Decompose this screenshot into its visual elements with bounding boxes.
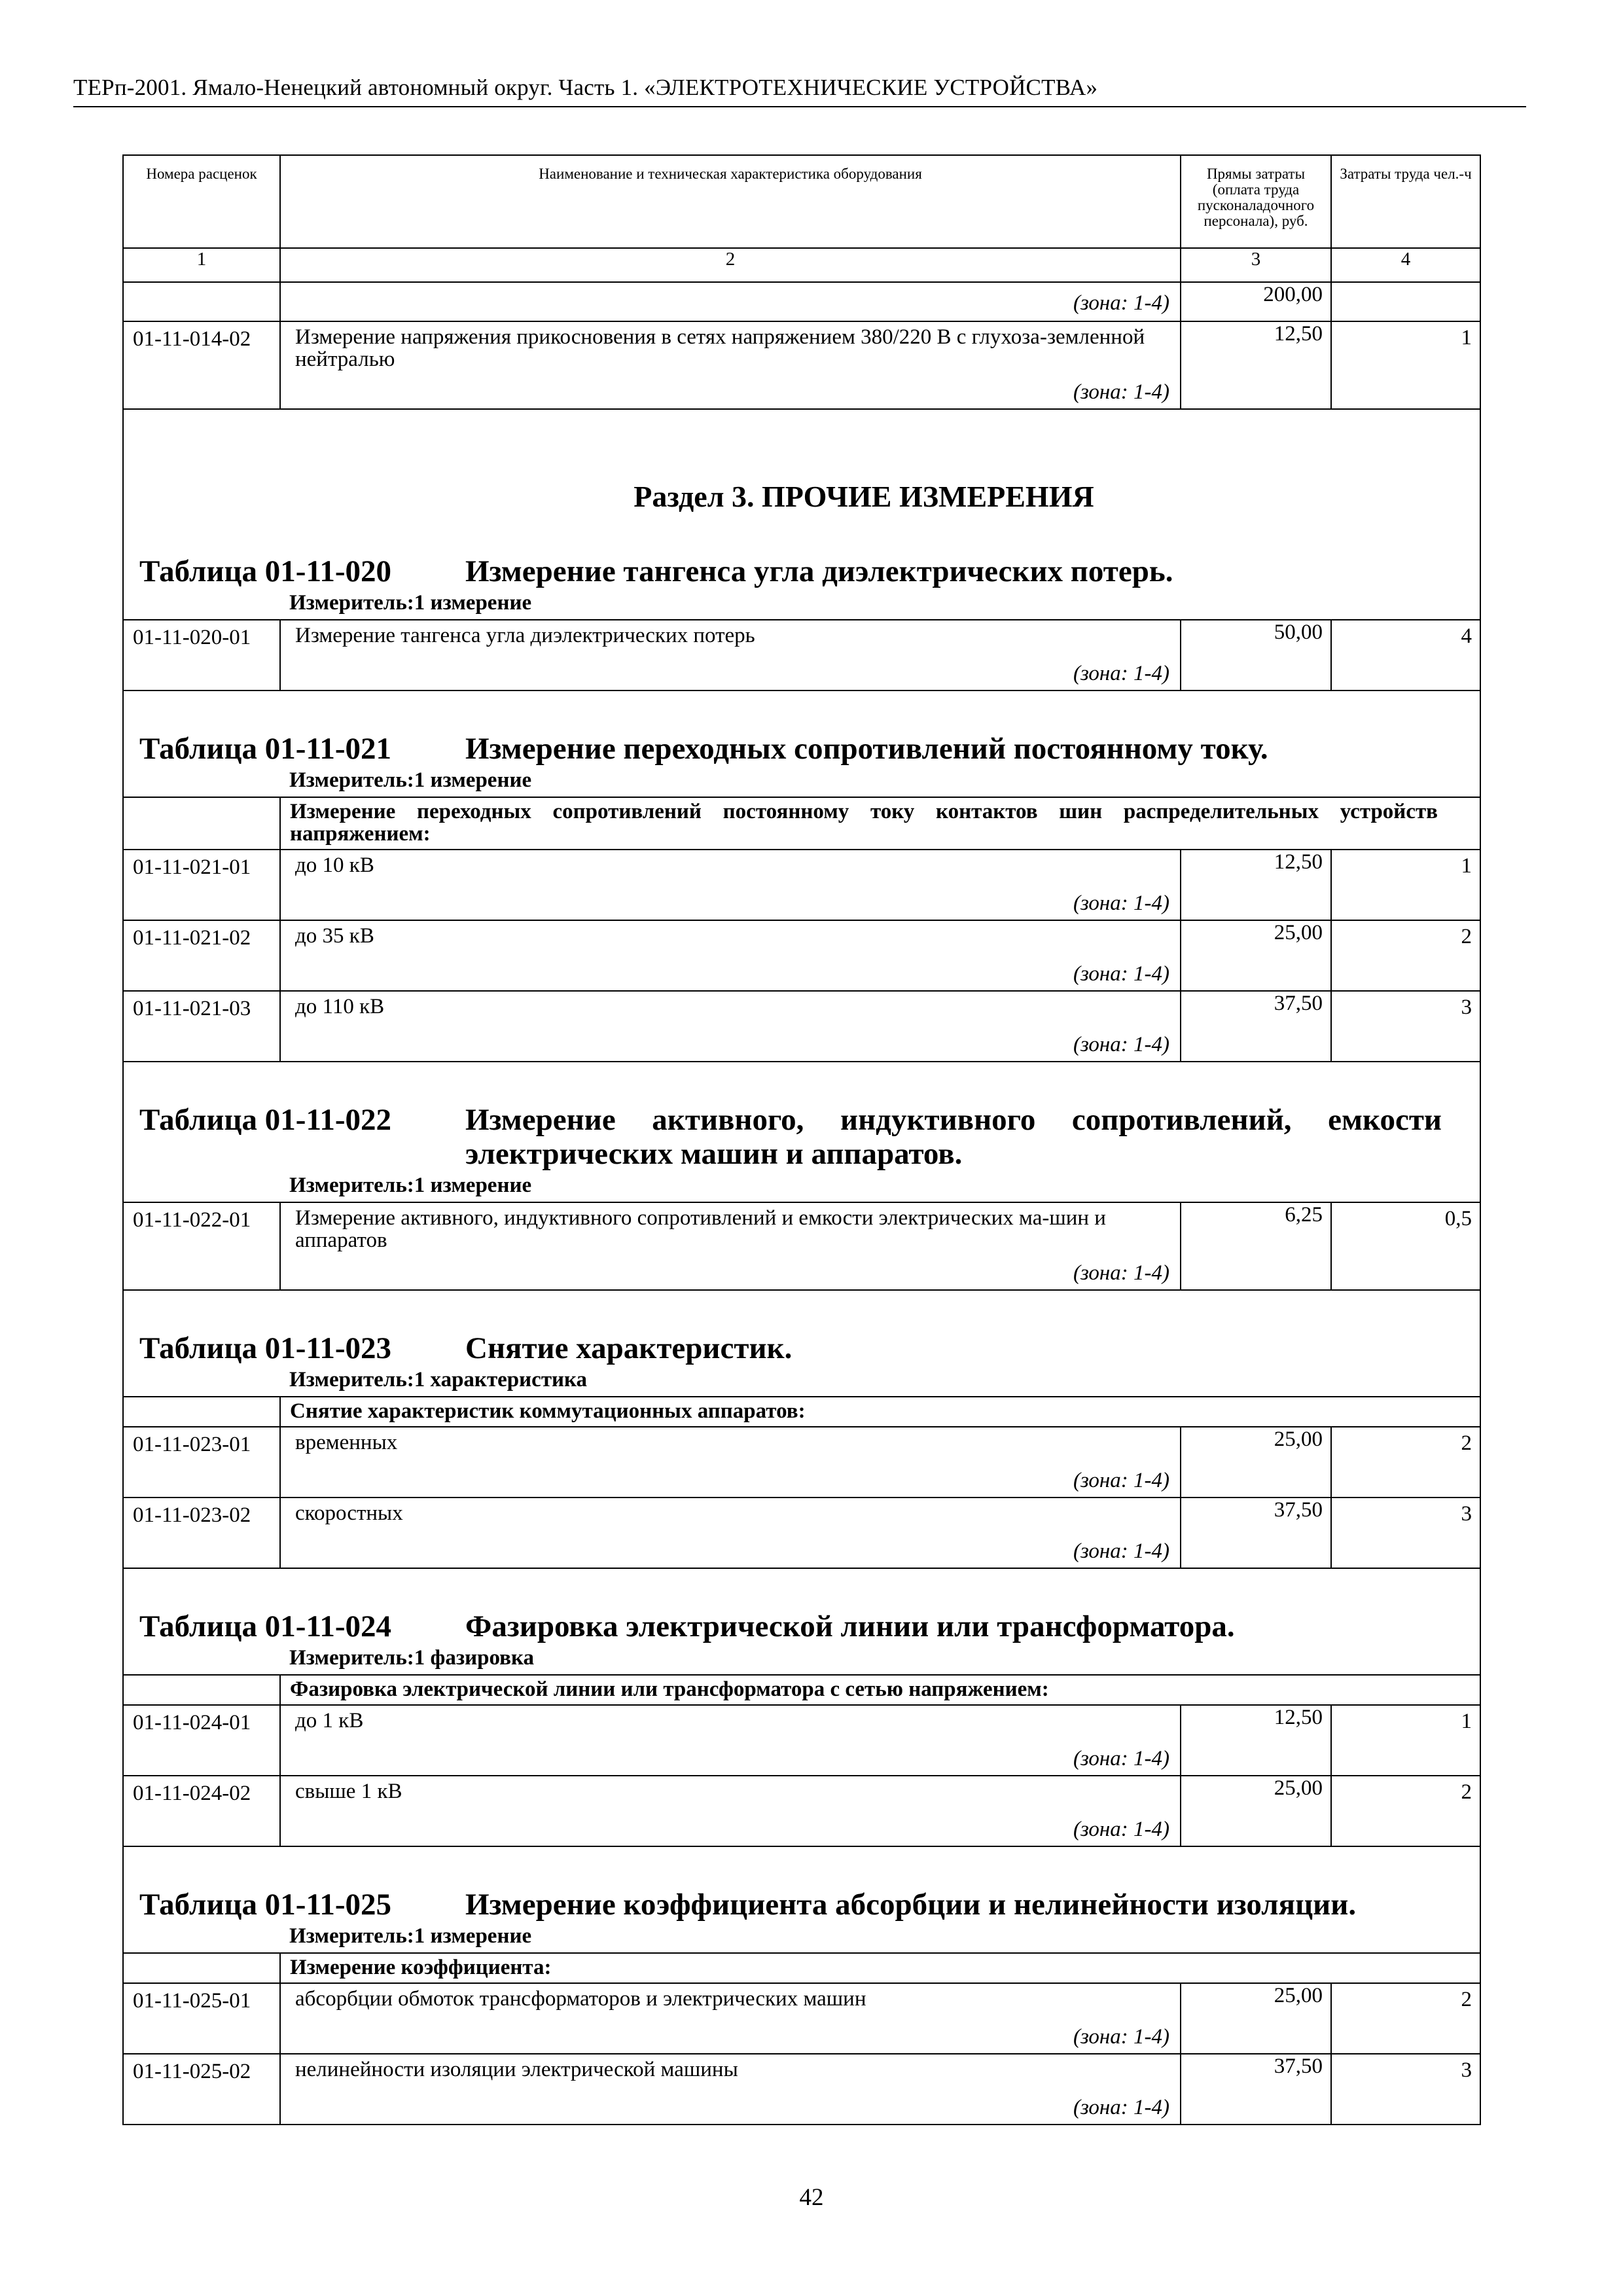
group-heading: Измерение переходных сопротивлений постоянному току контактов шин распределительных устройств напряжением: [280, 797, 1480, 850]
rate-name [280, 1202, 1181, 1290]
rate-row [123, 850, 1480, 920]
column-number: 3 [1181, 248, 1331, 282]
rate-price: 200,00 [1181, 282, 1331, 321]
rate-row [123, 1202, 1480, 1290]
rate-row [123, 1427, 1480, 1498]
rate-row [123, 2054, 1480, 2125]
rate-row [123, 321, 1480, 409]
rate-labor: 2 [1331, 920, 1480, 991]
table-meter: Измеритель:1 измерение [289, 591, 532, 615]
rate-name [280, 1498, 1181, 1568]
zone-label: (зона: 1-4) [1073, 891, 1169, 915]
rate-row [123, 1705, 1480, 1776]
table-heading-row [123, 1062, 1480, 1202]
column-header-row [123, 155, 1480, 248]
zone-label: (зона: 1-4) [1073, 1033, 1169, 1056]
column-number: 2 [280, 248, 1181, 282]
rate-name [280, 321, 1181, 409]
table-number: Таблица 01-11-023 [139, 1331, 391, 1365]
rate-labor: 1 [1331, 321, 1480, 409]
rate-price: 50,00 [1181, 620, 1331, 691]
rate-labor: 3 [1331, 991, 1480, 1062]
rate-price: 25,00 [1181, 1776, 1331, 1846]
rate-name-text: абсорбции обмоток трансформаторов и электрических машин [295, 1987, 866, 2011]
rate-name-text: Измерение напряжения прикосновения в сетях напряжением 380/220 В с глухоза-земленной нейтралью [295, 325, 1145, 371]
rate-name [280, 1983, 1181, 2054]
table-number: Таблица 01-11-025 [139, 1888, 391, 1922]
rate-price: 12,50 [1181, 321, 1331, 409]
section-row [123, 409, 1480, 620]
rate-row [123, 620, 1480, 691]
rate-code: 01-11-025-02 [123, 2054, 280, 2125]
zone-label: (зона: 1-4) [1073, 291, 1169, 315]
rate-price: 12,50 [1181, 850, 1331, 920]
rate-price: 25,00 [1181, 920, 1331, 991]
rate-name [280, 920, 1181, 991]
group-code-cell [123, 1953, 280, 1983]
zone-label: (зона: 1-4) [1073, 1261, 1169, 1285]
table-number: Таблица 01-11-024 [139, 1609, 391, 1643]
zone-label: (зона: 1-4) [1073, 1539, 1169, 1563]
zone-label: (зона: 1-4) [1073, 1469, 1169, 1492]
rate-name-text: до 35 кВ [295, 924, 374, 948]
rate-name-text: до 1 кВ [295, 1709, 364, 1732]
table-number: Таблица 01-11-022 [139, 1103, 391, 1137]
rate-code: 01-11-025-01 [123, 1983, 280, 2054]
rate-row [123, 991, 1480, 1062]
rate-labor: 2 [1331, 1983, 1480, 2054]
group-row [123, 1675, 1480, 1705]
table-title [124, 1291, 1480, 1365]
rate-code: 01-11-023-02 [123, 1498, 280, 1568]
table-heading [123, 1062, 1480, 1202]
rate-name-text: временных [295, 1431, 398, 1454]
table-heading [123, 691, 1480, 797]
rate-labor: 2 [1331, 1776, 1480, 1846]
section-block [123, 409, 1480, 620]
page-number: 42 [799, 2184, 824, 2211]
rate-name-text: скоростных [295, 1501, 403, 1525]
rate-name [280, 282, 1181, 321]
rate-price: 25,00 [1181, 1427, 1331, 1498]
zone-label: (зона: 1-4) [1073, 380, 1169, 404]
zone-label: (зона: 1-4) [1073, 1818, 1169, 1841]
rate-name [280, 850, 1181, 920]
rate-name [280, 2054, 1181, 2125]
zone-label: (зона: 1-4) [1073, 1747, 1169, 1770]
table-title [124, 1062, 1480, 1171]
group-code-cell [123, 1675, 280, 1705]
group-heading: Фазировка электрической линии или трансформатора с сетью напряжением: [280, 1675, 1480, 1705]
group-row [123, 1397, 1480, 1427]
rate-name-text: до 10 кВ [295, 853, 374, 877]
rate-name-text: свыше 1 кВ [295, 1780, 402, 1803]
table-number: Таблица 01-11-020 [139, 554, 391, 588]
table-meter: Измеритель:1 фазировка [289, 1646, 534, 1670]
rate-labor: 1 [1331, 1705, 1480, 1776]
rate-labor: 0,5 [1331, 1202, 1480, 1290]
rate-labor: 2 [1331, 1427, 1480, 1498]
rate-labor [1331, 282, 1480, 321]
rate-code: 01-11-024-02 [123, 1776, 280, 1846]
rate-price: 37,50 [1181, 2054, 1331, 2125]
rate-name [280, 1776, 1181, 1846]
column-number-row [123, 248, 1480, 282]
table-heading-row [123, 1290, 1480, 1397]
column-header-code: Номера расценок [123, 155, 280, 248]
rate-price: 25,00 [1181, 1983, 1331, 2054]
table-heading-row [123, 1846, 1480, 1953]
rate-name [280, 620, 1181, 691]
column-header-name: Наименование и техническая характеристика оборудования [280, 155, 1181, 248]
rate-name [280, 1705, 1181, 1776]
rate-code: 01-11-014-02 [123, 321, 280, 409]
table-meter: Измеритель:1 измерение [289, 768, 532, 792]
rate-name-text: Измерение активного, индуктивного сопротивлений и емкости электрических ма-шин и аппаратов [295, 1206, 1106, 1252]
table-meter: Измеритель:1 измерение [289, 1174, 532, 1197]
running-header: ТЕРп-2001. Ямало-Ненецкий автономный округ. Часть 1. «ЭЛЕКТРОТЕХНИЧЕСКИЕ УСТРОЙСТВА» [73, 73, 1526, 107]
section-title: Раздел 3. ПРОЧИЕ ИЗМЕРЕНИЯ [633, 480, 1094, 513]
table-name: Фазировка электрической линии или трансформатора. [465, 1609, 1235, 1643]
table-meter: Измеритель:1 измерение [289, 1924, 532, 1948]
rate-name-text: нелинейности изоляции электрической машины [295, 2058, 738, 2081]
rate-code: 01-11-021-03 [123, 991, 280, 1062]
rates-table [122, 154, 1481, 2125]
rate-price: 37,50 [1181, 991, 1331, 1062]
rate-labor: 3 [1331, 2054, 1480, 2125]
table-title [124, 1569, 1480, 1643]
rate-name-text: до 110 кВ [295, 995, 385, 1018]
rate-code [123, 282, 280, 321]
rate-code: 01-11-022-01 [123, 1202, 280, 1290]
rate-row [123, 920, 1480, 991]
zone-label: (зона: 1-4) [1073, 662, 1169, 685]
table-name: Измерение тангенса угла диэлектрических потерь. [465, 554, 1173, 588]
group-heading: Измерение коэффициента: [280, 1953, 1480, 1983]
group-row [123, 1953, 1480, 1983]
table-heading-row [123, 691, 1480, 797]
table-name: Измерение переходных сопротивлений постоянному току. [465, 732, 1268, 766]
table-heading [123, 1290, 1480, 1397]
rate-name [280, 1427, 1181, 1498]
table-name: Снятие характеристик. [465, 1331, 793, 1365]
table-title [124, 1847, 1480, 1922]
zone-label: (зона: 1-4) [1073, 962, 1169, 986]
rate-price: 37,50 [1181, 1498, 1331, 1568]
rate-code: 01-11-023-01 [123, 1427, 280, 1498]
table-name: Измерение активного, индуктивного сопротивлений, емкости электрических машин и аппаратов. [465, 1103, 1442, 1171]
zone-label: (зона: 1-4) [1073, 2025, 1169, 2049]
group-row [123, 797, 1480, 850]
rate-row [123, 1776, 1480, 1846]
rate-code: 01-11-021-02 [123, 920, 280, 991]
table-heading [123, 1568, 1480, 1675]
rate-price: 12,50 [1181, 1705, 1331, 1776]
rate-code: 01-11-021-01 [123, 850, 280, 920]
column-header-labor: Затраты труда чел.-ч [1331, 155, 1480, 248]
rate-name-text: Измерение тангенса угла диэлектрических потерь [295, 624, 755, 647]
group-code-cell [123, 797, 280, 850]
rate-labor: 3 [1331, 1498, 1480, 1568]
column-number: 1 [123, 248, 280, 282]
zone-label: (зона: 1-4) [1073, 2096, 1169, 2119]
group-code-cell [123, 1397, 280, 1427]
rate-labor: 1 [1331, 850, 1480, 920]
column-number: 4 [1331, 248, 1480, 282]
rate-row [123, 1983, 1480, 2054]
rate-name [280, 991, 1181, 1062]
column-header-price: Прямы затраты (оплата труда пусконаладочного персонала), руб. [1181, 155, 1331, 248]
group-heading: Снятие характеристик коммутационных аппаратов: [280, 1397, 1480, 1427]
table-heading-row [123, 1568, 1480, 1675]
table-heading [123, 1846, 1480, 1953]
rate-code: 01-11-020-01 [123, 620, 280, 691]
table-name: Измерение коэффициента абсорбции и нелинейности изоляции. [465, 1888, 1357, 1922]
table-number: Таблица 01-11-021 [139, 732, 391, 766]
rate-row [123, 1498, 1480, 1568]
table-meter: Измеритель:1 характеристика [289, 1368, 588, 1391]
table-title [124, 691, 1480, 766]
table-title [124, 514, 1480, 588]
rate-labor: 4 [1331, 620, 1480, 691]
rate-code: 01-11-024-01 [123, 1705, 280, 1776]
rate-price: 6,25 [1181, 1202, 1331, 1290]
carryover-row [123, 282, 1480, 321]
